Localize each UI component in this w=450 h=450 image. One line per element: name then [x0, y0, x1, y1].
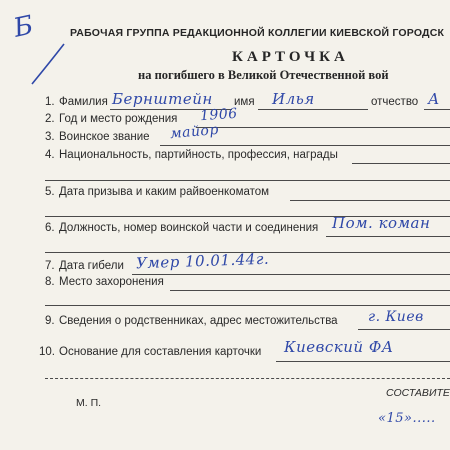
field-5-underline — [290, 200, 450, 201]
field-2-number: 2. — [45, 113, 55, 125]
field-1-patronymic-underline — [424, 109, 450, 110]
field-6-underline — [326, 236, 450, 237]
card-subtitle: на погибшего в Великой Отечественной вой — [138, 68, 389, 82]
corner-mark: Б — [11, 10, 37, 44]
field-1-name-label: имя — [234, 96, 255, 108]
field-9-number: 9. — [45, 315, 55, 327]
field-2-label: Год и место рождения — [59, 113, 178, 125]
card-title: КАРТОЧКА — [232, 49, 349, 65]
field-1-patronymic-label: отчество — [371, 96, 419, 108]
field-4-label: Национальность, партийность, профессия, награды — [59, 149, 338, 161]
field-9-underline — [358, 329, 450, 330]
compiler-label: СОСТАВИТЕ — [386, 387, 450, 399]
field-10-value: Киевский ФА — [284, 338, 394, 356]
field-4-number: 4. — [45, 149, 55, 161]
field-5-label: Дата призыва и каким райвоенкоматом — [59, 186, 270, 198]
field-1-name-underline — [258, 109, 368, 110]
field-8-number: 8. — [45, 276, 55, 288]
field-6-number: 6. — [45, 222, 55, 234]
field-7-value: Умер 10.01.44г. — [135, 249, 270, 273]
signature-date: «15»..... — [378, 411, 436, 426]
field-4-extra-line — [45, 180, 450, 181]
field-9-label: Сведения о родственниках, адрес местожительства — [59, 315, 338, 327]
field-3-value: майор — [169, 121, 220, 143]
field-6-label: Должность, номер воинской части и соединения — [59, 222, 319, 234]
seal-place-label: М. П. — [76, 397, 102, 409]
field-1-patronymic-value: А — [428, 90, 440, 108]
field-8-label: Место захоронения — [59, 276, 164, 288]
field-8-extra-line — [45, 305, 450, 306]
field-7-underline — [132, 274, 450, 275]
field-3-label: Воинское звание — [59, 131, 150, 143]
field-1-value: Бернштейн — [112, 90, 213, 108]
field-6-value: Пом. коман — [332, 214, 431, 232]
org-line: РАБОЧАЯ ГРУППА РЕДАКЦИОННОЙ КОЛЛЕГИИ КИЕВСКОЙ ГОРОДСК — [70, 27, 445, 39]
field-10-extra-line — [45, 378, 450, 379]
field-3-underline — [160, 145, 450, 146]
field-3-number: 3. — [45, 131, 55, 143]
field-7-label: Дата гибели — [59, 260, 124, 272]
field-1-number: 1. — [45, 96, 55, 108]
field-10-number: 10. — [39, 346, 55, 358]
field-2-underline — [196, 127, 450, 128]
field-10-underline — [276, 361, 450, 362]
field-1-name-value: Илья — [272, 90, 315, 108]
field-4-underline — [352, 163, 450, 164]
field-9-value: г. Киев — [368, 309, 424, 325]
field-7-number: 7. — [45, 260, 55, 272]
field-5-number: 5. — [45, 186, 55, 198]
field-1-label: Фамилия — [59, 96, 108, 108]
field-8-underline — [170, 290, 450, 291]
corner-slash-icon — [28, 42, 68, 87]
field-10-label: Основание для составления карточки — [59, 346, 262, 358]
field-2-value: 1906 — [199, 105, 239, 125]
